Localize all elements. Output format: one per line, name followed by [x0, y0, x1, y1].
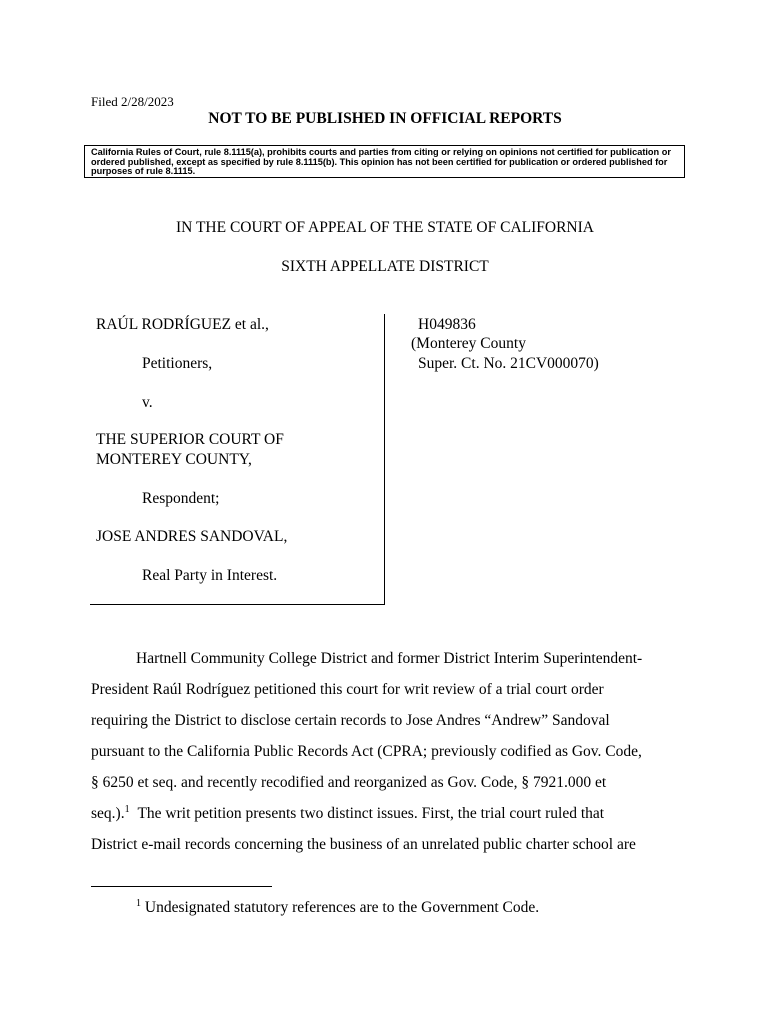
body-line: Hartnell Community College District and former District Interim Superintendent- — [136, 650, 643, 667]
footnote-separator — [91, 886, 272, 887]
body-line: requiring the District to disclose certain records to Jose Andres “Andrew” Sandoval — [91, 712, 610, 729]
body-line: District e-mail records concerning the business of an unrelated public charter school are — [91, 836, 636, 853]
caption-vertical-rule — [384, 314, 385, 605]
case-number: H049836 — [418, 316, 476, 333]
body-line: President Raúl Rodríguez petitioned this court for writ review of a trial court order — [91, 681, 604, 698]
rules-notice-box: California Rules of Court, rule 8.1115(a), prohibits courts and parties from citing or relying on opinions not certified for publication or ordered published, except as specified by rule 8.1115(b). This opinion has not been certified for publication or ordered published for purposes of rule 8.1115. — [84, 145, 685, 178]
publication-status-heading: NOT TO BE PUBLISHED IN OFFICIAL REPORTS — [208, 110, 562, 127]
real-party-role: Real Party in Interest. — [142, 567, 278, 584]
petitioner-role: Petitioners, — [142, 355, 213, 372]
filed-date: Filed 2/28/2023 — [91, 94, 174, 109]
versus: v. — [142, 394, 153, 411]
respondent-role: Respondent; — [142, 490, 220, 507]
court-name: IN THE COURT OF APPEAL OF THE STATE OF CALIFORNIA — [176, 219, 594, 236]
footnote-number: 1 — [136, 898, 141, 909]
body-line-with-footnote — [91, 805, 604, 823]
footnote-text: Undesignated statutory references are to the Government Code. — [144, 899, 540, 916]
respondent-name-line1: THE SUPERIOR COURT OF — [96, 431, 284, 448]
caption-horizontal-rule — [90, 604, 385, 605]
respondent-name-line2: MONTEREY COUNTY, — [96, 451, 252, 468]
superior-court-case-number: Super. Ct. No. 21CV000070) — [418, 355, 599, 372]
body-line: § 6250 et seq. and recently recodified and reorganized as Gov. Code, § 7921.000 et — [91, 774, 607, 791]
body-line: pursuant to the California Public Records Act (CPRA; previously codified as Gov. Code, — [91, 743, 642, 760]
body-line: seq.). — [91, 805, 125, 822]
real-party-name: JOSE ANDRES SANDOVAL, — [96, 528, 288, 545]
appellate-district: SIXTH APPELLATE DISTRICT — [281, 258, 489, 275]
petitioner-name: RAÚL RODRÍGUEZ et al., — [96, 316, 269, 333]
footnote — [136, 899, 539, 917]
footnote-reference[interactable]: 1 — [124, 804, 130, 815]
county-line: (Monterey County — [411, 335, 526, 352]
body-line: The writ petition presents two distinct issues. First, the trial court ruled that — [137, 805, 605, 822]
